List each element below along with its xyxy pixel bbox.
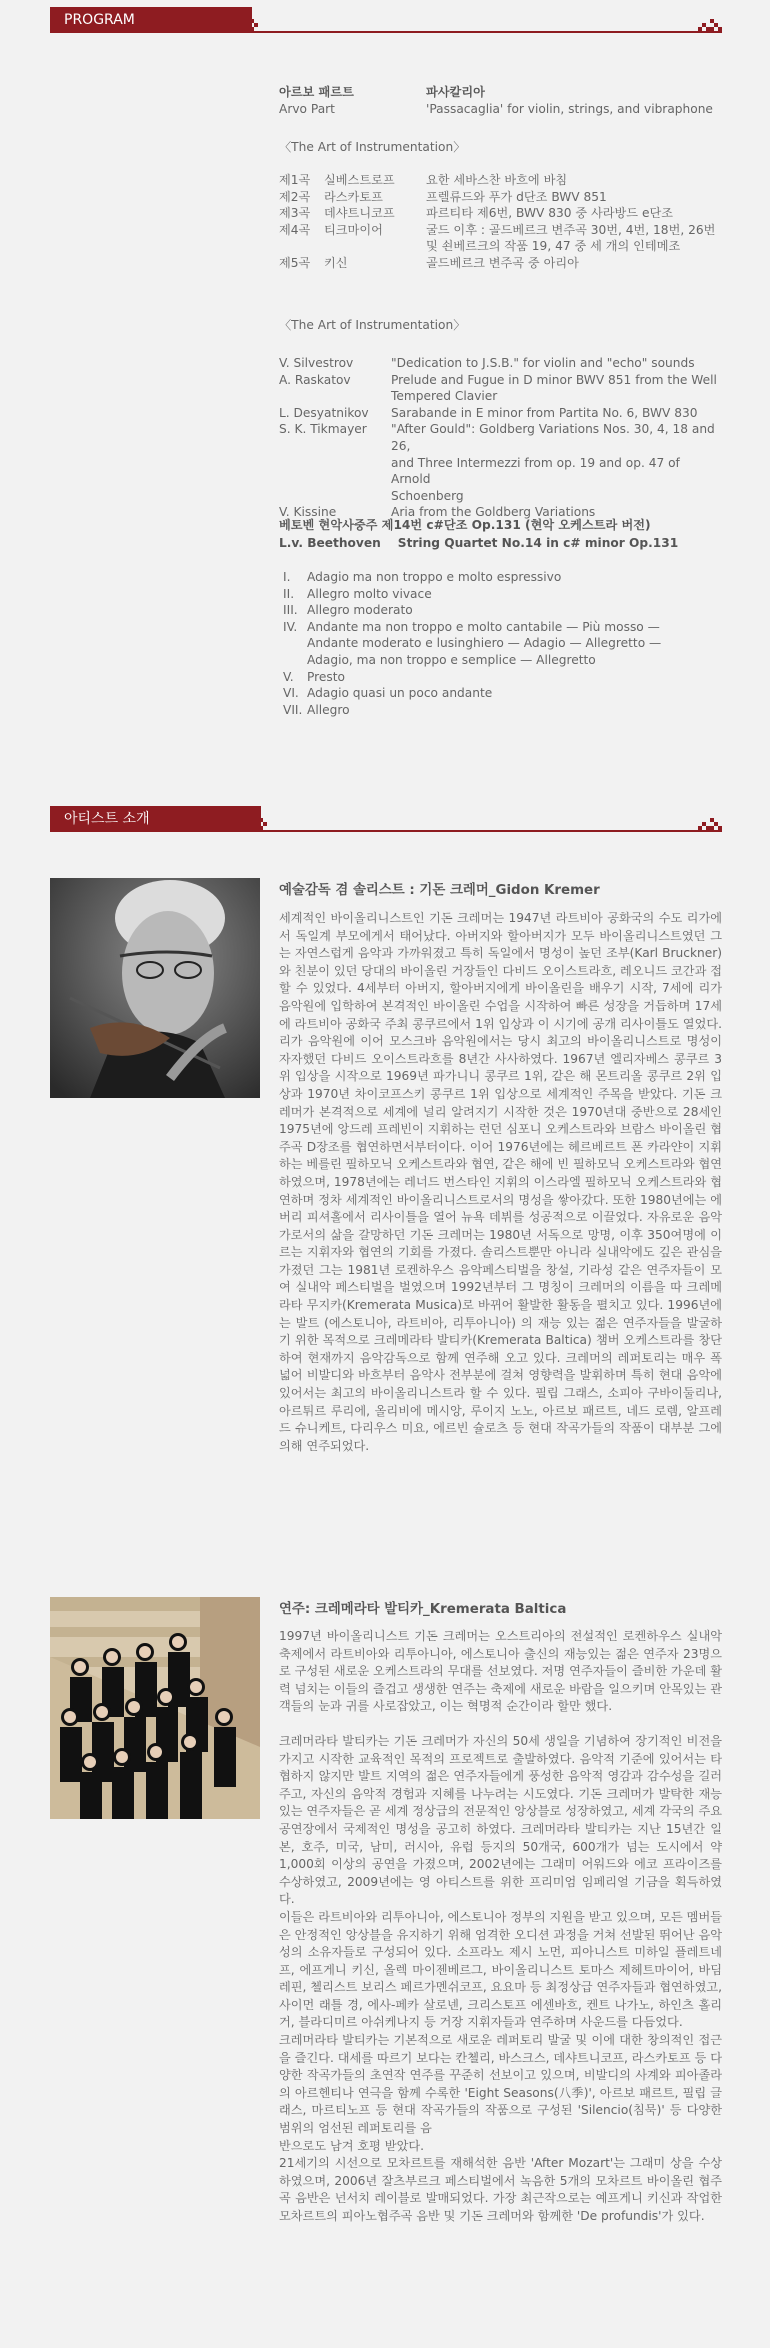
artists-heading: 아티스트 소개: [50, 806, 261, 832]
movement-ko-row: [279, 222, 722, 239]
pixel-decoration-left: [247, 818, 271, 830]
pixel-decoration-left: [238, 19, 262, 31]
movement-description: 프렐류드와 푸가 d단조 BWV 851: [426, 189, 607, 204]
movement-arranger: L. Desyatnikov: [279, 405, 369, 420]
beethoven-title-ko: 베토벤 현악사중주 제14번 c#단조 Op.131 (현악 오케스트라 버전): [279, 518, 651, 532]
bio-paragraph: 크레머라타 발티카는 기돈 크레머가 자신의 50세 생일을 기념하여 장기적인 비전을 가지고 시작한 교육적인 목적의 프로젝트로 출발하였다. 음악적 기준에 있어서는 타협하지 않지만 발트 지역의 젊은 연주자들에게 풍성한 음악적 영감과 감수성을 길러주고, 자신의 음악적 경험과 지혜를 나누려는 시도였다. 기돈 크레머가 발탁한 재능있는 연주자들은 곧 세계 정상급의 전문적인 앙상블로 성장하였고, 세계 각국의 주요 공연장에서 국제적인 명성을 공고히 하였다. 크레머라타 발티카는 지난 15년간 일본, 호주, 미국, 남미, 러시아, 유럽 등지의 50개국, 600개가 넘는 도시에서 약 1,000회 이상의 공연을 가졌으며, 2002년에는 그래미 어워드와 에코 프라이즈를 수상하였고, 2009년에는 영 아티스트를 위한 프리미엄 임페리얼 기금을 획득하였다.: [279, 1733, 722, 1907]
composer-ko: 아르보 패르트: [279, 85, 354, 99]
bio-paragraph: 세계적인 바이올리니스트인 기돈 크레머는 1947년 라트비아 공화국의 수도 리가에서 독일계 부모에게서 태어났다. 아버지와 할아버지가 모두 바이올리니스트였던 그는 자연스럽게 음악과 가까워졌고 특히 독일에서 명성이 높던 조부(Karl Bruckner)와 친분이 있던 당대의 바이올린 거장들인 다비드 오이스트라흐, 레오니드 코간과 접할 수 있었다. 4세부터 아버지, 할아버지에게 바이올린을 배우기 시작, 7세에 리가 음악원에 입학하여 본격적인 바이올린 수업을 시작하여 빠른 성장을 거듭하며 17세에 라트비아 공화국 주최 콩쿠르에서 1위 입상과 이 시기에 공개 리사이틀도 열었다. 리가 음악원에 이어 모스크바 음악원에서는 당시 최고의 바이올리니스트로 명성이 자자했던 다비드 오이스트라흐를 8년간 사사하였다. 1967년 엘리자베스 콩쿠르 3위 입상을 시작으로 1969년 파가니니 콩쿠르 1위, 같은 해 몬트리올 콩쿠르 2위 입상과 1970년 차이코프스키 콩쿠르 1위 입상으로 세계적인 주목을 받았다. 기돈 크레머가 본격적으로 세계에 널리 알려지기 시작한 것은 1970년대 중반으로 28세인 1975년에 앙드레 프레빈이 지휘하는 런던 심포니 오케스트라와 브람스 바이올린 협주곡 D장조를 협연하면서부터이다. 이어 1976년에는 헤르베르트 폰 카라얀이 지휘하는 베를린 필하모닉 오케스트라와 협연, 같은 해에 빈 필하모닉 오케스트라와 협연하였으며, 1978년에는 레너드 번스타인 지휘의 이스라엘 필하모닉 오케스트라와 협연하며 정차 세계적인 바이올리니스트로서의 명성을 쌓아갔다. 또한 1980년에는 에버리 피셔홀에서 리사이틀을 열어 뉴욕 데뷔를 성공적으로 이끌었다. 자유로운 음악가로서의 삶을 갈망하던 기돈 크레머는 1980년 서독으로 망명, 이후 350여명에 이르는 지휘자와 협연의 기회를 가졌다. 솔리스트뿐만 아니라 실내악에도 깊은 관심을 가졌던 그는 1981년 로켄하우스 음악페스티벌을 창설, 기라성 같은 연주자들이 모여 실내악 페스티벌을 벌였으며 1992년부터 그 명칭이 크레머의 이름을 따 크레메라타 무지카(Kremerata Musica)로 바뀌어 활발한 활동을 펼치고 있다. 1996년에는 발트 (에스토니아, 라트비아, 리투아니아) 의 재능 있는 젊은 연주자들을 발굴하기 위한 목적으로 크레메라타 발티카(Kremerata Baltica) 챔버 오케스트라를 창단하여 현재까지 음악감독으로 함께 연주해 오고 있다. 크레머의 레퍼토리는 매우 폭 넓어 비발디와 바흐부터 음악사 전부분에 걸쳐 영향력을 발휘하며 특히 현대 음악에 있어서는 최고의 바이올리니스트라 할 수 있다. 필립 그래스, 소피아 구바이둘리나, 아르튀르 루리에, 올리비에 메시앙, 루이지 노노, 아르보 패르트, 네드 로렘, 알프레드 슈니케트, 다리우스 미요, 에르빈 슐로츠 등 현대 작곡가들의 작품이 대부분 그에 의해 연주되었다.: [279, 911, 722, 1453]
movement-description: "After Gould": Goldberg Variations Nos. 30, 4, 18 and 26,: [391, 422, 715, 453]
movement-en-row: [279, 388, 722, 405]
movements-ko-list: [279, 172, 722, 272]
gidon-kremer-photo: [50, 878, 260, 1098]
movement-arranger: V. Kissine: [279, 505, 337, 520]
program-piece-part: [279, 84, 722, 117]
movement-numeral: V.: [283, 669, 294, 684]
artist1-bio: [279, 910, 722, 1455]
pixel-decoration-right: [698, 818, 722, 830]
movement-description: and Three Intermezzi from op. 19 and op. 47 of Arnold: [391, 455, 680, 487]
divider: [50, 830, 722, 832]
movement-description: Aria from the Goldberg Variations: [391, 505, 596, 520]
beethoven-composer-en: L.v. Beethoven: [279, 536, 381, 550]
movement-tempo: Adagio ma non troppo e molto espressivo: [307, 570, 562, 584]
movement-ko-row: [279, 189, 722, 206]
divider: [50, 31, 722, 33]
movement-tempo: Adagio quasi un poco andante: [307, 686, 493, 701]
movement-arranger: 키신: [324, 255, 348, 270]
movement-numeral: I.: [283, 570, 291, 584]
movement-tempo: Presto: [307, 669, 345, 684]
beethoven-movement-row: [283, 702, 726, 719]
bio-paragraph: 반으로도 남겨 호평 받았다.: [279, 2138, 425, 2153]
movement-number: 제4곡: [279, 222, 311, 237]
movement-en-row: [279, 455, 722, 488]
movement-description: Prelude and Fugue in D minor BWV 851 from the Well: [391, 372, 717, 387]
movement-ko-row: [279, 172, 722, 189]
composer-en: Arvo Part: [279, 101, 335, 116]
movement-description: Tempered Clavier: [391, 389, 498, 404]
movement-number: [279, 238, 324, 255]
movement-arranger: 티크마이어: [324, 222, 383, 237]
beethoven-movement-row: [283, 602, 726, 619]
kremerata-baltica-photo: [50, 1597, 260, 1819]
title-ko: 파사칼리아: [426, 85, 485, 99]
movement-description: "Dedication to J.S.B." for violin and "echo" sounds: [391, 356, 695, 370]
movement-numeral: IV.: [283, 619, 298, 634]
beethoven-movement-row: [283, 652, 726, 669]
bio-paragraph: 1997년 바이올리니스트 기돈 크레머는 오스트리아의 전설적인 로켄하우스 실내악 축제에서 라트비아와 리투아니아, 에스토니아 출신의 재능있는 젊은 연주자 23명으로 구성된 새로운 오케스트라의 무대를 선보였다. 저명 연주자들이 즐비한 가운데 활력 넘치는 이들의 즐겁고 생생한 연주는 축제에 새로운 바람을 일으키며 안목있는 관객들의 눈과 귀를 사로잡았고, 이는 혁명적 순간이라 할만 했다.: [279, 1629, 722, 1714]
program-header-bar: [50, 7, 722, 33]
movement-arranger: V. Silvestrov: [279, 356, 354, 370]
movement-en-row: [279, 488, 722, 505]
beethoven-movement-row: [283, 685, 726, 702]
movement-arranger: [324, 238, 426, 255]
beethoven-movement-row: [283, 635, 726, 652]
movement-description: Schoenberg: [391, 488, 464, 503]
movement-arranger: A. Raskatov: [279, 372, 351, 387]
movement-description: 요한 세바스찬 바흐에 바침: [426, 173, 568, 187]
pixel-decoration-right: [698, 19, 722, 31]
movement-en-row: [279, 355, 722, 372]
movement-tempo: Allegro moderato: [307, 603, 413, 618]
movement-number: 제2곡: [279, 189, 311, 204]
artist2-bio: [279, 1628, 722, 2226]
movements-en-list: [279, 355, 722, 521]
movement-arranger: S. K. Tikmayer: [279, 422, 367, 437]
movement-arranger: 라스카토프: [324, 189, 383, 204]
bio-paragraph: 21세기의 시선으로 모차르트를 재해석한 음반 'After Mozart'는 그래미 상을 수상하였으며, 2006년 잘츠부르크 페스티벌에서 녹음한 5개의 모차르트 바이올린 협주곡 음반은 넌서치 레이블로 발매되었다. 가장 최근작으로는 예프게니 키신과 작업한 모차르트의 피아노협주곡 음반 및 기돈 크레머와 함께한 'De profundis'가 있다.: [279, 2156, 722, 2223]
beethoven-work-en: String Quartet No.14 in c# minor Op.131: [397, 536, 679, 550]
movement-number: 제3곡: [279, 206, 311, 221]
movement-description: 파르티타 제6번, BWV 830 중 사라방드 e단조: [426, 206, 673, 221]
beethoven-movement-row: [283, 586, 726, 603]
movement-numeral: VI.: [283, 686, 299, 701]
movement-en-row: [279, 421, 722, 454]
movement-description: 굴드 이후 : 골드베르크 변주곡 30번, 4번, 18번, 26번: [426, 222, 716, 237]
beethoven-movements-list: [283, 569, 726, 718]
movement-arranger: 실베스트로프: [324, 173, 395, 187]
movement-number: 제1곡: [279, 173, 311, 187]
movement-ko-row: [279, 238, 722, 255]
movement-tempo: Allegro molto vivace: [307, 586, 432, 601]
beethoven-movement-row: [283, 569, 726, 586]
movement-tempo: Allegro: [307, 702, 350, 717]
beethoven-movement-row: [283, 619, 726, 636]
art-heading-2: 〈The Art of Instrumentation〉: [279, 318, 466, 332]
movement-numeral: [283, 652, 307, 669]
artists-header-bar: [50, 806, 722, 832]
movement-ko-row: [279, 205, 722, 222]
movement-numeral: [283, 635, 307, 652]
movement-arranger: [279, 455, 391, 488]
movement-ko-row: [279, 255, 722, 272]
title-en: 'Passacaglia' for violin, strings, and vibraphone: [426, 101, 713, 116]
movement-tempo: Andante moderato e lusinghiero — Adagio — Allegretto —: [307, 636, 662, 651]
movement-tempo: Adagio, ma non troppo e semplice — Allegretto: [307, 652, 596, 667]
movement-en-row: [279, 372, 722, 389]
movement-arranger: [279, 488, 391, 505]
movement-numeral: II.: [283, 586, 295, 601]
movement-arranger: 데샤트니코프: [324, 206, 395, 221]
beethoven-title-en: [279, 535, 722, 552]
movement-numeral: III.: [283, 603, 298, 618]
movement-description: Sarabande in E minor from Partita No. 6, BWV 830: [391, 405, 698, 420]
movement-numeral: VII.: [283, 702, 303, 717]
artist1-title: 예술감독 겸 솔리스트 : 기돈 크레머_Gidon Kremer: [279, 883, 600, 898]
program-heading: PROGRAM: [50, 7, 252, 33]
bio-paragraph: 크레머라타 발티카는 기본적으로 새로운 레퍼토리 발굴 및 이에 대한 창의적인 접근을 즐긴다. 대세를 따르기 보다는 칸첼리, 바스크스, 데샤트니코프, 라스카토프 등 다양한 작곡가들의 초연작 연주를 꾸준히 선보이고 있으며, 비발디의 사계와 피아졸라의 아르헨티나 연극을 함께 수록한 'Eight Seasons(八季)', 아르보 패르트, 필립 글래스, 마르티노프 등 현대 작곡가들의 작품으로 구성된 'Silencio(침묵)' 등 다양한 범위의 엄선된 레퍼토리를 음: [279, 2033, 722, 2136]
movement-description: 골드베르크 변주곡 중 아리아: [426, 255, 579, 270]
movement-en-row: [279, 405, 722, 422]
movement-number: 제5곡: [279, 255, 311, 270]
bio-paragraph: 이들은 라트비아와 리투아니아, 에스토니아 정부의 지원을 받고 있으며, 모든 멤버들은 안정적인 앙상블을 유지하기 위해 엄격한 오디션 과정을 거쳐 선발된 뛰어난 음악성의 소유자들로 구성되어 있다. 소프라노 제시 노먼, 피아니스트 미하일 플레트네프, 에프게니 키신, 올렉 마이젠베르그, 바이올리니스트 토마스 제헤트마이어, 바딤 레핀, 첼리스트 보리스 페르가멘쉬코프, 요요마 등 최정상급 연주자들과 협연하였고, 사이먼 래틀 경, 에사-페카 살로넨, 크리스토프 에센바흐, 켄트 나가노, 하인츠 홀리거, 블라디미르 아쉬케나지 등 거장 지휘자들과 연주하며 사운드를 다듬었다.: [279, 1909, 722, 2030]
artist2-title: 연주: 크레메라타 발티카_Kremerata Baltica: [279, 1602, 567, 1617]
beethoven-movement-row: [283, 669, 726, 686]
art-heading-1: 〈The Art of Instrumentation〉: [279, 140, 466, 154]
movement-description: 및 쇤베르크의 작품 19, 47 중 세 개의 인테메조: [426, 239, 681, 254]
movement-arranger: [279, 388, 391, 405]
movement-tempo: Andante ma non troppo e molto cantabile — Più mosso —: [307, 619, 660, 634]
